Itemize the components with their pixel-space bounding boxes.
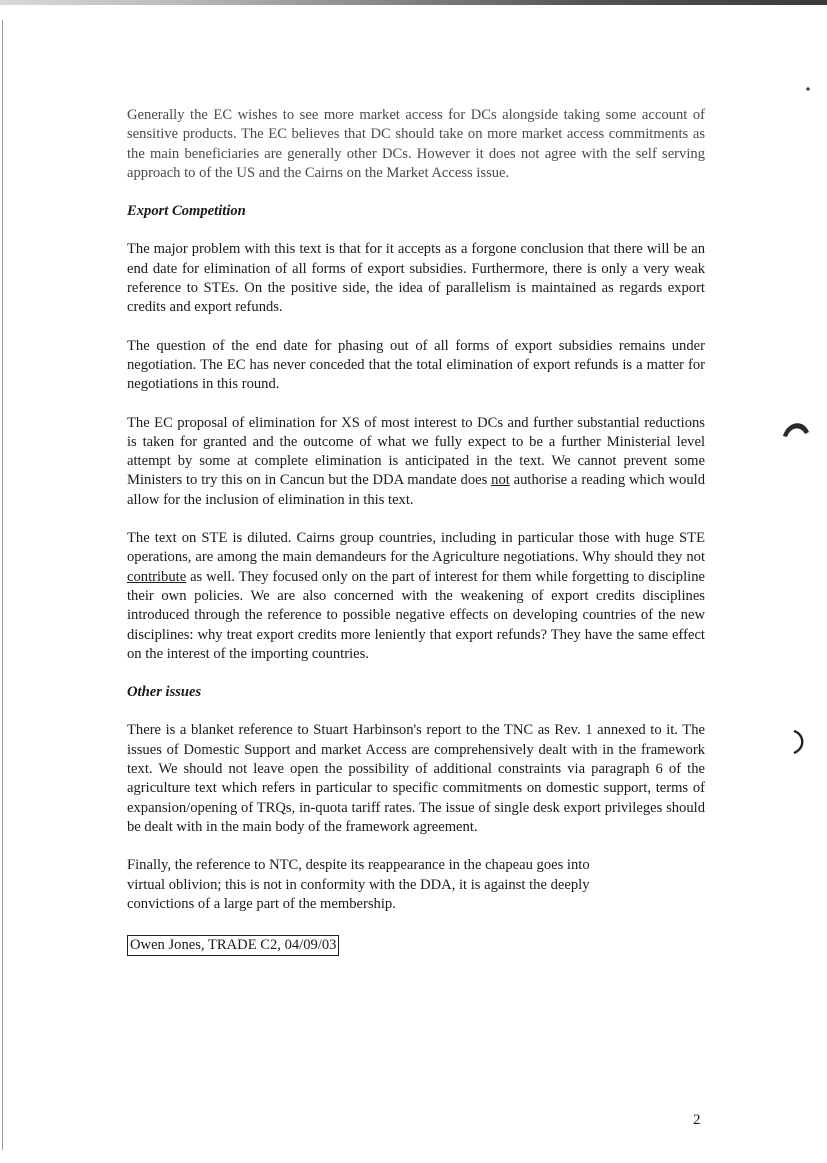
- export-competition-paragraph-2: The question of the end date for phasing out of all forms of export subsidies remains under negotiation. The EC has never conceded that the total elimination of export refunds is a matter for negotiations in this round.: [127, 337, 705, 393]
- scan-top-edge: [0, 0, 827, 5]
- paragraph-line: virtual oblivion; this is not in conformity with the DDA, it is against the deeply: [127, 876, 590, 893]
- author-signature-box: Owen Jones, TRADE C2, 04/09/03: [127, 935, 339, 956]
- memo-body: [127, 106, 705, 956]
- other-issues-paragraph-2: [127, 856, 705, 914]
- punch-hole-mark-icon: [781, 418, 811, 440]
- bracket-scan-mark-icon: [788, 728, 810, 756]
- other-issues-heading: Other issues: [127, 684, 202, 701]
- scan-left-edge: [2, 20, 3, 1150]
- export-competition-heading: Export Competition: [127, 203, 246, 220]
- underlined-word: contribute: [127, 568, 187, 585]
- paragraph-line: convictions of a large part of the membership.: [127, 895, 396, 912]
- export-competition-paragraph-3: [127, 414, 705, 510]
- export-competition-paragraph-1: The major problem with this text is that for it accepts as a forgone conclusion that there will be an end date for elimination of all forms of export subsidies. Furthermore, there is only a very weak reference to STEs. On the positive side, the idea of parallelism is maintained as regards export credits and export refunds.: [127, 241, 705, 316]
- paragraph-line: Finally, the reference to NTC, despite its reappearance in the chapeau goes into: [127, 857, 590, 874]
- paragraph-text: The EC proposal of elimination for XS of most interest to DCs and further substantial reductions is taken for granted and the outcome of what we fully expect to be a further Ministerial level attempt by some at complete elimination is anticipated in the text. We cannot prevent some Ministers to try this on in Cancun but the DDA mandate does: [127, 414, 705, 489]
- underlined-word: not: [491, 472, 510, 489]
- scan-dot-icon: [805, 86, 811, 92]
- paragraph-text: authorise a reading which would allow for the inclusion of elimination in this text.: [127, 472, 705, 508]
- paragraph-text: The text on STE is diluted. Cairns group countries, including in particular those with huge STE operations, are among the main demandeurs for the Agriculture negotiations. Why should they not: [127, 530, 705, 566]
- other-issues-paragraph-1: There is a blanket reference to Stuart Harbinson's report to the TNC as Rev. 1 annexed to it. The issues of Domestic Support and market Access are comprehensively dealt with in the framework text. We should not leave open the possibility of additional constraints via paragraph 6 of the agriculture text which refers in particular to specific commitments on domestic support, terms of expansion/opening of TRQs, in-quota tariff rates. The issue of single desk export privileges should be dealt with in the main body of the framework agreement.: [127, 722, 705, 835]
- page-number: 2: [693, 1112, 701, 1128]
- paragraph-text: as well. They focused only on the part of interest for them while forgetting to discipline their own policies. We are also concerned with the weakening of export credits disciplines introduced through the reference to possible negative effects on developing countries of the new disciplines: why treat export credits more leniently that export refunds? They have the same effect on the interest of the importing countries.: [127, 568, 705, 662]
- market-access-paragraph: Generally the EC wishes to see more market access for DCs alongside taking some account of sensitive products. The EC believes that DC should take on more market access commitments as the main beneficiaries are generally other DCs. However it does not agree with the self serving approach to of the US and the Cairns on the Market Access issue.: [127, 107, 705, 181]
- ste-paragraph: [127, 529, 705, 664]
